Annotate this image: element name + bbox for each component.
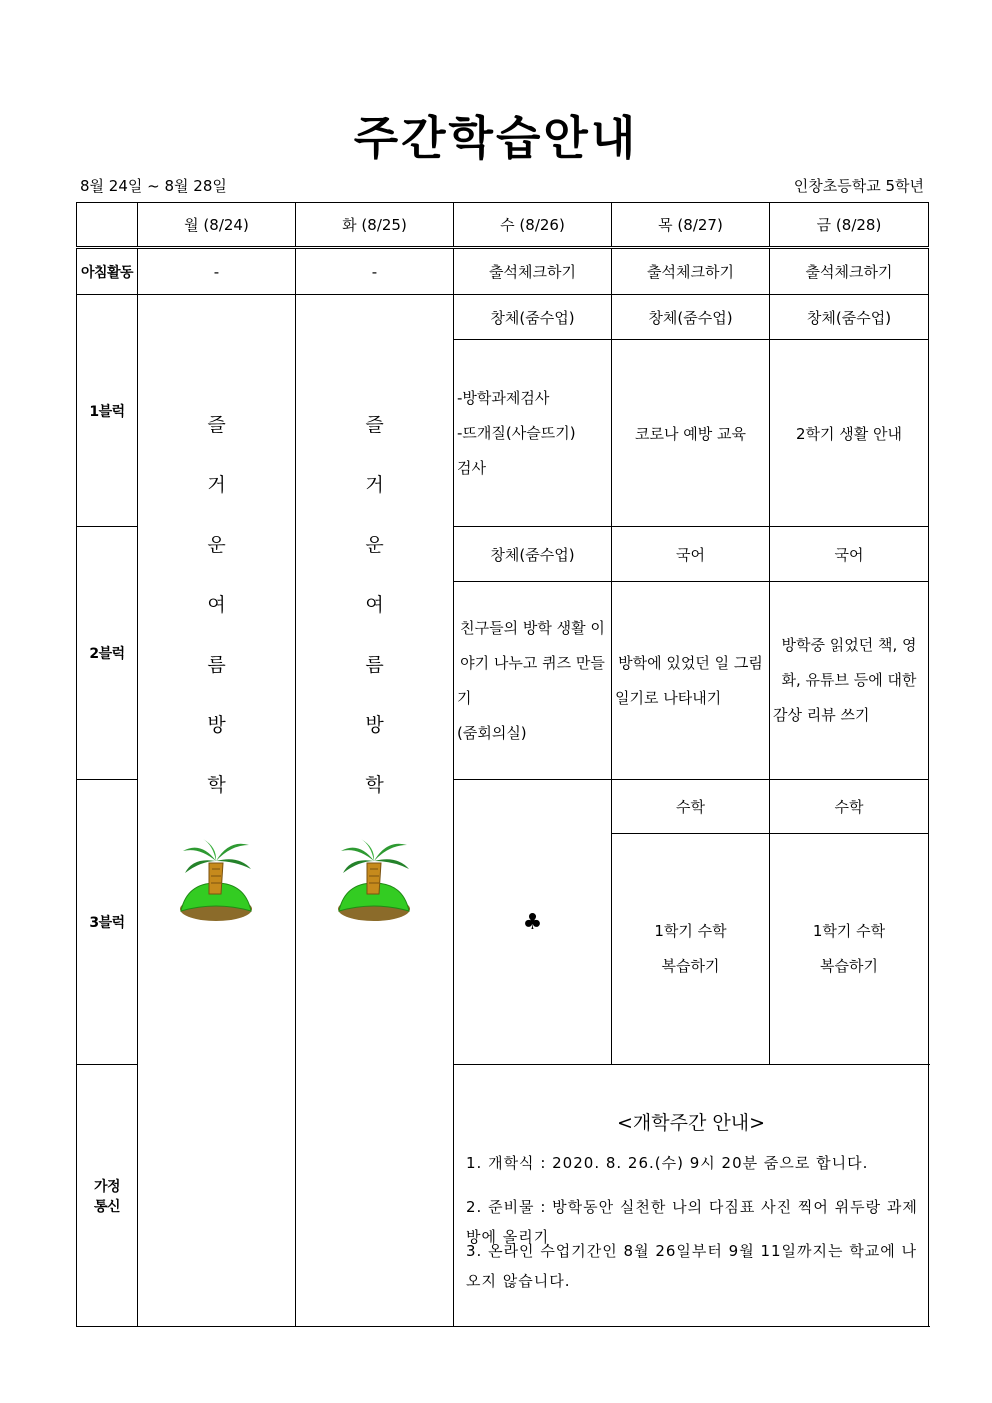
block2-wed-text: 친구들의 방학 생활 이야기 나누고 퀴즈 만들기 [457, 618, 605, 707]
notice-item: 1. 개학식 : 2020. 8. 26.(수) 9시 20분 줌으로 합니다. [466, 1154, 869, 1172]
palm-island-icon [337, 839, 413, 923]
block3-fri-content [770, 834, 929, 1065]
morning-fri: 출석체크하기 [770, 248, 929, 295]
block2-thu-content: 방학에 있었던 일 그림일기로 나타내기 [612, 582, 770, 780]
header-row [77, 203, 929, 248]
vacation-char: 운 [207, 534, 226, 556]
block1-wed-line: -방학과제검사 [457, 388, 550, 407]
vacation-text-tue [296, 295, 453, 923]
notice-title: <개학주간 안내> [616, 1112, 765, 1134]
day-header-fri: 금 (8/28) [770, 203, 929, 248]
palm-island-icon [179, 839, 255, 923]
notice-item: 3. 온라인 수업기간인 8월 26일부터 9월 11일까지는 학교에 나오지 않습니다. [466, 1242, 918, 1290]
row-label-block2: 2블럭 [77, 527, 138, 780]
block3-fri-subject: 수학 [770, 780, 929, 834]
school-label: 인창초등학교 5학년 [793, 177, 924, 195]
vacation-char: 거 [365, 474, 384, 496]
vacation-text-mon [138, 295, 295, 923]
morning-wed: 출석체크하기 [454, 248, 612, 295]
block2-fri-content: 방학중 읽었던 책, 영화, 유튜브 등에 대한 감상 리뷰 쓰기 [770, 582, 929, 780]
block1-wed-content [454, 340, 612, 527]
row-label-morning: 아침활동 [77, 248, 138, 295]
block3-fri-line: 복습하기 [820, 957, 878, 975]
block3-thu-subject: 수학 [612, 780, 770, 834]
block3-thu-line: 1학기 수학 [654, 922, 727, 940]
row-label-home [77, 1065, 138, 1327]
row-label-block1: 1블럭 [77, 295, 138, 527]
block1-wed-line: -뜨개질(사슬뜨기) [457, 423, 576, 442]
day-header-mon: 월 (8/24) [138, 203, 296, 248]
vacation-char: 거 [207, 474, 226, 496]
club-symbol: ♣ [454, 780, 612, 1065]
block2-wed-content [454, 582, 612, 780]
home-notice [454, 1065, 929, 1327]
day-header-tue: 화 (8/25) [296, 203, 454, 248]
vacation-char: 운 [365, 534, 384, 556]
block1-subject-row [77, 295, 929, 340]
vacation-char: 방 [207, 714, 226, 736]
block1-fri-subject: 창체(줌수업) [770, 295, 929, 340]
block1-wed-subject: 창체(줌수업) [454, 295, 612, 340]
vacation-char: 학 [207, 774, 226, 796]
day-header-thu: 목 (8/27) [612, 203, 770, 248]
vacation-char: 즐 [207, 414, 226, 436]
vacation-char: 름 [207, 654, 226, 676]
block2-wed-place: (줌회의실) [457, 723, 527, 742]
day-header-wed: 수 (8/26) [454, 203, 612, 248]
row-label-home-line: 가정 [93, 1178, 121, 1195]
block3-thu-line: 복습하기 [661, 957, 720, 975]
vacation-char: 즐 [365, 414, 384, 436]
morning-thu: 출석체크하기 [612, 248, 770, 295]
page-title: 주간학습안내 [353, 111, 639, 165]
block2-thu-subject: 국어 [612, 527, 770, 582]
corner-cell [77, 203, 138, 248]
block3-fri-line: 1학기 수학 [812, 922, 886, 940]
morning-tue: - [296, 248, 454, 295]
block1-thu-content: 코로나 예방 교육 [612, 340, 770, 527]
row-label-home-line: 통신 [93, 1198, 121, 1215]
row-label-block3: 3블럭 [77, 780, 138, 1065]
period-label: 8월 24일 ~ 8월 28일 [80, 177, 227, 195]
block2-wed-subject: 창체(줌수업) [454, 527, 612, 582]
block1-wed-line: 검사 [457, 458, 486, 477]
block1-fri-content: 2학기 생활 안내 [770, 340, 929, 527]
vacation-char: 학 [365, 774, 384, 796]
block3-thu-content [612, 834, 770, 1065]
weekly-schedule-table [76, 202, 929, 1327]
vacation-tue [296, 295, 454, 1327]
vacation-mon [138, 295, 296, 1327]
block2-fri-subject: 국어 [770, 527, 929, 582]
block1-thu-subject: 창체(줌수업) [612, 295, 770, 340]
vacation-char: 여 [207, 594, 226, 616]
morning-mon: - [138, 248, 296, 295]
vacation-char: 름 [365, 654, 384, 676]
notice-item: 2. 준비물 : 방학동안 실천한 나의 다짐표 사진 찍어 위두랑 과제방에 올리기 [466, 1198, 918, 1246]
morning-row [77, 248, 929, 295]
vacation-char: 여 [365, 594, 384, 616]
vacation-char: 방 [365, 714, 384, 736]
